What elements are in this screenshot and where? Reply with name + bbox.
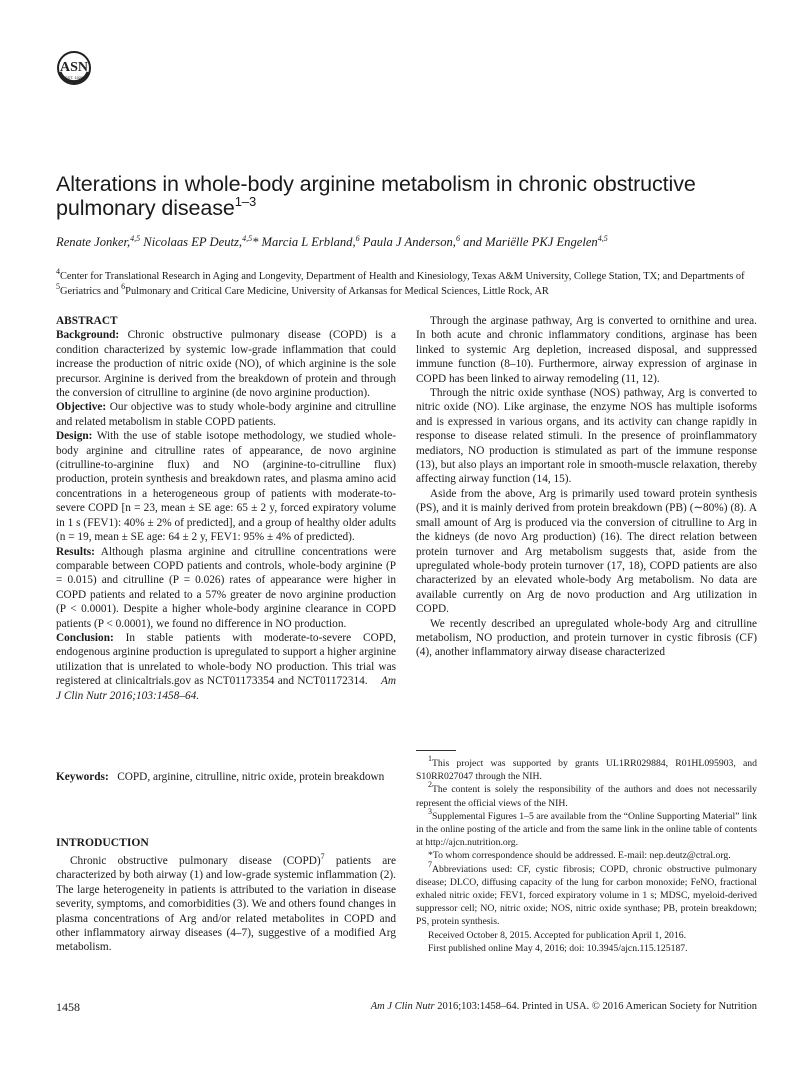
- affiliations: [56, 267, 758, 299]
- article-title: [56, 172, 756, 220]
- author-affiliation: 4,5: [597, 234, 608, 243]
- abstract-objective: [56, 400, 396, 429]
- footnote-mark: 2: [428, 780, 432, 790]
- author-affiliation: 6: [455, 234, 460, 243]
- abstract-heading: ABSTRACT: [56, 315, 118, 327]
- paragraph: Through the nitric oxide synthase (NOS) pathway, Arg is converted to nitric oxide (NO). Like arginase, the enzyme NOS has multiple isoforms and is expressed in various organs, and its activity can change rapidly in response to disease related stimuli. In the presence of proinflammatory mediators, NO production is stimulated as part of the immune response (13), but also plays an important role in smooth-muscle relaxation, thereby affecting airway function (14, 15).: [416, 387, 757, 486]
- section-label: Design:: [56, 430, 93, 443]
- abstract: [56, 314, 396, 703]
- title-footnote-marks: 1–3: [234, 194, 257, 209]
- section-text: Chronic obstructive pulmonary disease (COPD) is a condition characterized by systemic low-grade inflammation that could increase the production of nitric oxide (NO), of which arginine is the sole precursor. Arginine is derived from the breakdown of protein and through the conversion of citrulline to arginine (de novo arginine production).: [56, 329, 397, 400]
- footnote: [416, 780, 757, 809]
- aff-mark: 5: [56, 281, 60, 291]
- section-text: Although plasma arginine and citrulline concentrations were comparable between COPD patients and controls, whole-body arginine (P = 0.015) and citrulline (P = 0.026) rates of appearance were higher in COPD patients and related to a 57% greater de novo arginine production (P < 0.0001). Despite a higher whole-body arginine clearance in COPD patients (P < 0.0001), we found no difference in NO production.: [56, 545, 397, 630]
- section-label: Results:: [56, 545, 95, 558]
- paragraph: Aside from the above, Arg is primarily used toward protein synthesis (PS), and it is mainly derived from protein breakdown (PB) (∼80%) (8). A small amount of Arg is produced via the conversion of citrulline to Arg in the kidneys (de novo Arg production) (16). The direct relation between protein turnover and Arg metabolism suggests that, aside from the upregulated whole-body protein turnover (17, 18), COPD patients are also characterized by an elevated whole-body Arg metabolism. No data are available currently on Arg de novo production and Arg utilization in COPD.: [416, 487, 757, 616]
- para-text: Chronic obstructive pulmonary disease (COPD): [70, 855, 321, 867]
- section-text: With the use of stable isotope methodology, we studied whole-body arginine and citrulline rates of appearance, de novo arginine (citrulline-to-arginine flux) and NO (arginine-to-citrulline flux) production, protein synthesis and breakdown rates, and plasma amino acid concentrations in a heterogeneous group of patients with moderate-to-severe COPD [n = 23, mean ± SE age: 65 ± 2 y, forced expiratory volume in 1 s (FEV1): 40% ± 2% of predicted], and a group of healthy older adults (n = 19, mean ± SE age: 64 ± 2 y, FEV1: 95% ± 4% of predicted).: [56, 430, 396, 544]
- footnote-text: The content is solely the responsibility of the authors and does not necessarily represent the official views of the NIH.: [416, 784, 757, 809]
- keywords-label: Keywords:: [56, 771, 109, 783]
- introduction-heading: INTRODUCTION: [56, 836, 149, 849]
- logo-est: EST. 1928: [64, 75, 84, 80]
- asn-logo: [52, 46, 96, 90]
- keywords-text: COPD, arginine, citrulline, nitric oxide, protein breakdown: [117, 771, 385, 783]
- author-name: Nicolaas EP Deutz,: [140, 235, 243, 249]
- section-label: Conclusion:: [56, 631, 114, 644]
- author-affiliation: 4,5: [130, 234, 141, 243]
- author-name: Renate Jonker,: [56, 235, 131, 249]
- para-text: patients are characterized by both airway (1) and low-grade systemic inflammation (2). The large heterogeneity in patients is attributed to the variation in disease severity, symptoms, and comorbidities (3). We and others found changes in plasma concentrations of Arg and/or related metabolites in COPD and other inflammatory airway diseases (4–7), suggestive of a modified Arg metabolism.: [56, 855, 396, 954]
- author-name: Marcia L Erbland,: [258, 235, 356, 249]
- author-affiliation: 6: [355, 234, 360, 243]
- footnote-mark: 1: [428, 754, 432, 763]
- corresponding-marker: *: [252, 235, 259, 249]
- received-date: Received October 8, 2015. Accepted for publication April 1, 2016.: [428, 929, 686, 941]
- aff-text: Pulmonary and Critical Care Medicine, University of Arkansas for Medical Sciences, Little Rock, AR: [125, 285, 549, 297]
- keywords: [56, 770, 396, 784]
- section-text: In stable patients with moderate-to-severe COPD, endogenous arginine production is upregulated to support a higher arginine utilization that is unrelated to whole-body NO production. This trial was registered at clinicaltrials.gov as NCT01173354 and NCT01172314.: [56, 631, 397, 688]
- footnote-mark: 7: [428, 859, 432, 869]
- footnote: [416, 806, 757, 850]
- author-name: and Mariëlle PKJ Engelen: [459, 235, 598, 249]
- footnote-text: *To whom correspondence should be addressed. E-mail: nep.deutz@ctral.org.: [428, 850, 731, 862]
- asn-logo-mark: [52, 46, 96, 90]
- aff-text: Center for Translational Research in Aging and Longevity, Department of Health and Kinesiology, Texas A&M University, College Station, TX; and Departments of: [60, 271, 745, 282]
- introduction-body: [56, 854, 396, 955]
- aff-text: Geriatrics and: [60, 285, 122, 297]
- footnote-text: Supplemental Figures 1–5 are available from the “Online Supporting Material” link in the online posting of the article and from the same link in the online table of contents at http://ajcn.nutrition.org.: [416, 810, 757, 849]
- paragraph: We recently described an upregulated whole-body Arg and citrulline metabolism, NO production, and protein turnover in cystic fibrosis (CF) (4), another inflammatory airway disease characterized: [416, 617, 757, 659]
- title-text: Alterations in whole-body arginine metabolism in chronic obstructive pulmonary disease: [56, 172, 696, 220]
- footnotes: [416, 754, 757, 955]
- page-number: 1458: [56, 1000, 80, 1014]
- paragraph: Through the arginase pathway, Arg is converted to ornithine and urea. In both acute and chronic inflammatory conditions, arginase has been linked to systemic Arg depletion, increased disposal, and suppressed immune function (8–10). Furthermore, airway expression of arginase in COPD has been linked to airway remodeling (11, 12).: [416, 315, 757, 385]
- author-name: Paula J Anderson,: [359, 235, 456, 249]
- abstract-conclusion: [56, 631, 396, 703]
- footnote-mark: 7: [320, 852, 325, 861]
- footnote-text: This project was supported by grants UL1RR029884, R01HL095903, and S10RR027047 through the NIH.: [416, 758, 757, 783]
- abstract-design: [56, 429, 396, 544]
- section-text: Our objective was to study whole-body arginine and citrulline and related metabolism in stable COPD patients.: [56, 401, 397, 428]
- paragraph: [56, 854, 396, 955]
- footnote: [416, 754, 757, 783]
- section-label: Objective:: [56, 401, 107, 414]
- abstract-background: [56, 328, 396, 400]
- abstract-citation: Am J Clin Nutr 2016;103:1458–64.: [56, 675, 397, 702]
- published-date: First published online May 4, 2016; doi: 10.3945/ajcn.115.125187.: [428, 942, 688, 954]
- author-affiliation: 4,5: [242, 234, 253, 243]
- logo-text: ASN: [59, 60, 89, 75]
- section-label: Background:: [56, 329, 120, 342]
- journal-footer: [340, 1001, 757, 1012]
- aff-mark: 4: [56, 267, 60, 276]
- aff-mark: 6: [121, 281, 126, 291]
- journal-name: Am J Clin Nutr: [370, 1001, 435, 1012]
- footnote-mark: 3: [428, 806, 432, 816]
- right-column-body: [416, 314, 757, 660]
- footnote-text: Abbreviations used: CF, cystic fibrosis; COPD, chronic obstructive pulmonary disease; DLCO, diffusing capacity of the lung for carbon monoxide; FeNO, fractional exhaled nitric oxide; FEV1, forced expiratory volume in 1 s; MDSC, myeloid-derived suppressor cell; NO, nitric oxide; NOS, nitric oxide synthase; PB, protein breakdown; PS, protein synthesis.: [416, 863, 757, 928]
- journal-details: 2016;103:1458–64. Printed in USA. © 2016 American Society for Nutrition: [434, 1001, 757, 1012]
- footnote: [416, 849, 757, 862]
- footnote-divider: [416, 750, 456, 751]
- footnote: [416, 859, 757, 929]
- author-list: [56, 235, 756, 250]
- abstract-results: [56, 545, 396, 631]
